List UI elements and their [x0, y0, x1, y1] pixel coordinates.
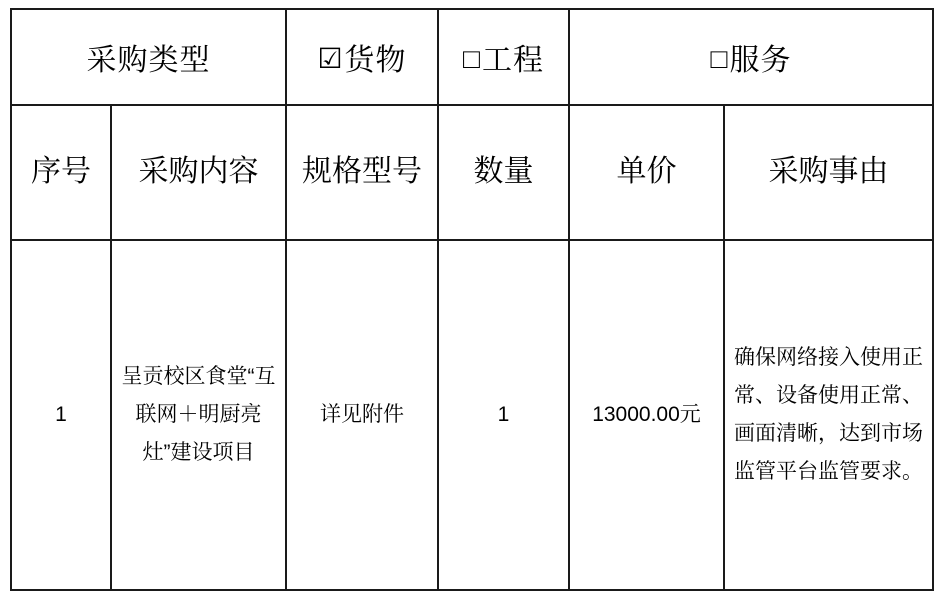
cell-price: 13000.00元	[569, 240, 724, 590]
cell-spec: 详见附件	[286, 240, 438, 590]
purchase-request-table	[10, 8, 934, 591]
cell-content: 呈贡校区食堂“互联网＋明厨亮灶”建设项目	[111, 240, 286, 590]
column-header-price: 单价	[569, 105, 724, 240]
checkbox-unchecked-icon[interactable]: □	[463, 43, 481, 74]
table-row-purchase-type	[11, 9, 933, 105]
cell-qty: 1	[438, 240, 569, 590]
table-header-row	[11, 105, 933, 240]
purchase-type-option-service[interactable]	[569, 9, 933, 105]
purchase-type-option-service-label: 服务	[729, 44, 792, 77]
column-header-spec: 规格型号	[286, 105, 438, 240]
checkbox-unchecked-icon[interactable]: □	[710, 43, 729, 74]
cell-no: 1	[11, 240, 111, 590]
column-header-qty: 数量	[438, 105, 569, 240]
purchase-type-option-goods-label: 货物	[344, 44, 407, 77]
column-header-content: 采购内容	[111, 105, 286, 240]
cell-reason: 确保网络接入使用正常、设备使用正常、画面清晰，达到市场监管平台监管要求。	[724, 240, 933, 590]
purchase-type-label: 采购类型	[11, 9, 286, 105]
checkbox-checked-icon[interactable]: ☑	[317, 43, 344, 74]
table-row	[11, 240, 933, 590]
purchase-type-option-goods[interactable]	[286, 9, 438, 105]
purchase-type-option-project-label: 工程	[481, 44, 544, 77]
column-header-no: 序号	[11, 105, 111, 240]
column-header-reason: 采购事由	[724, 105, 933, 240]
purchase-type-option-project[interactable]	[438, 9, 569, 105]
